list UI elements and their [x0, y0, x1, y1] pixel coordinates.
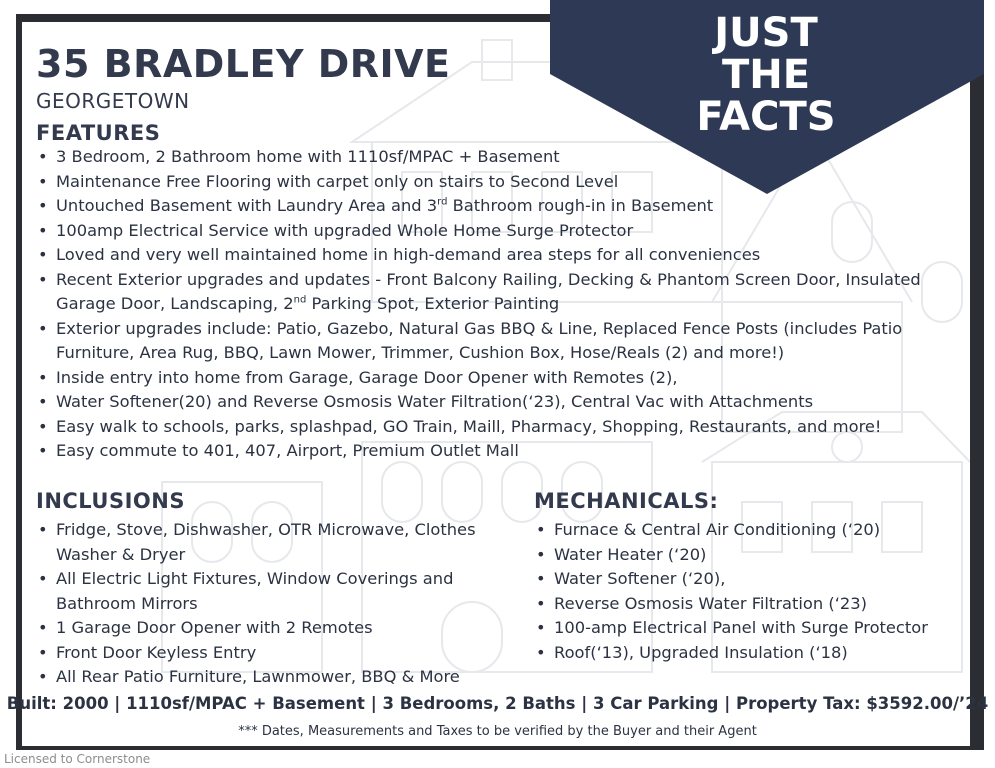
banner-line-1: JUST [714, 10, 818, 56]
disclaimer-note: *** Dates, Measurements and Taxes to be verified by the Buyer and their Agent [238, 724, 757, 739]
list-item: • Fridge, Stove, Dishwasher, OTR Microwave, Clothes Washer & Dryer [36, 518, 522, 567]
features-list [36, 145, 966, 464]
list-item: • Furnace & Central Air Conditioning (‘20) [534, 518, 974, 543]
mechanicals-list [534, 518, 974, 665]
mechanicals-heading: MECHANICALS: [534, 489, 719, 513]
list-item: • Water Softener (‘20), [534, 567, 974, 592]
property-city: GEORGETOWN [36, 89, 190, 113]
list-item: • Inside entry into home from Garage, Garage Door Opener with Remotes (2), [36, 366, 966, 391]
list-item: • Recent Exterior upgrades and updates - Front Balcony Railing, Decking & Phantom Screen Door, Insulated Garage Door, Landscaping, 2nd Parking Spot, Exterior Painting [36, 268, 966, 317]
list-item: • Water Softener(20) and Reverse Osmosis Water Filtration(‘23), Central Vac with Attachments [36, 390, 966, 415]
banner-line-2: THE [721, 52, 811, 98]
inclusions-heading: INCLUSIONS [36, 489, 185, 513]
list-item: • Water Heater (‘20) [534, 543, 974, 568]
license-text: Licensed to Cornerstone [4, 752, 151, 766]
banner-line-3: FACTS [696, 94, 836, 140]
list-item: • Maintenance Free Flooring with carpet only on stairs to Second Level [36, 170, 966, 195]
list-item: • Front Door Keyless Entry [36, 641, 522, 666]
list-item: • Exterior upgrades include: Patio, Gazebo, Natural Gas BBQ & Line, Replaced Fence Posts (includes Patio Furniture, Area Rug, BBQ, Lawn Mower, Trimmer, Cushion Box, Hose/Reals (2) and more!) [36, 317, 966, 366]
list-item: • All Electric Light Fixtures, Window Coverings and Bathroom Mirrors [36, 567, 522, 616]
list-item: • Easy commute to 401, 407, Airport, Premium Outlet Mall [36, 439, 966, 464]
property-summary: Built: 2000 | 1110sf/MPAC + Basement | 3 Bedrooms, 2 Baths | 3 Car Parking | Property Tax: $3592.00/’24 [6, 694, 989, 713]
list-item: • 100amp Electrical Service with upgraded Whole Home Surge Protector [36, 219, 966, 244]
list-item: • 1 Garage Door Opener with 2 Remotes [36, 616, 522, 641]
list-item: • Untouched Basement with Laundry Area and 3rd Bathroom rough-in in Basement [36, 194, 966, 219]
list-item: • Easy walk to schools, parks, splashpad, GO Train, Maill, Pharmacy, Shopping, Restaurants, and more! [36, 415, 966, 440]
list-item: • 100-amp Electrical Panel with Surge Protector [534, 616, 974, 641]
list-item: • Loved and very well maintained home in high-demand area steps for all conveniences [36, 243, 966, 268]
list-item: • All Rear Patio Furniture, Lawnmower, BBQ & More [36, 665, 522, 690]
inclusions-list [36, 518, 522, 690]
list-item: • 3 Bedroom, 2 Bathroom home with 1110sf/MPAC + Basement [36, 145, 966, 170]
property-address: 35 BRADLEY DRIVE [36, 42, 451, 86]
list-item: • Roof(‘13), Upgraded Insulation (‘18) [534, 641, 974, 666]
features-heading: FEATURES [36, 121, 161, 145]
list-item: • Reverse Osmosis Water Filtration (‘23) [534, 592, 974, 617]
